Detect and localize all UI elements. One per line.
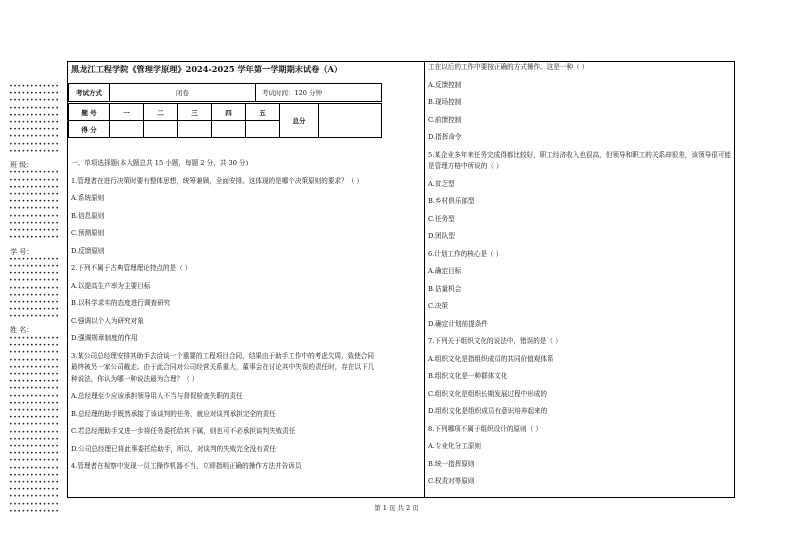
binding-dots: •••••••••••• <box>9 392 60 400</box>
option: D.团队型 <box>428 232 455 240</box>
binding-dots: •••••••••••• <box>9 378 60 386</box>
binding-dots: •••••••••••• <box>9 399 60 407</box>
binding-dots: •••••••••••• <box>9 191 60 198</box>
option: A.确定目标 <box>428 267 462 275</box>
option: D.组织文化是组织成员有意识培养起来的 <box>428 407 548 415</box>
binding-dots: •••••••••••• <box>9 335 60 342</box>
option: C.若总经理助手又进一步将任务委托给其下属，则也可不必承担谈判失败责任 <box>71 427 296 435</box>
exam-method-value: 闭卷 <box>110 84 256 102</box>
binding-dots: •••••••••••• <box>9 457 60 465</box>
margin-label: 班 级： <box>10 161 34 169</box>
binding-dots: •••••••••••• <box>9 356 60 364</box>
option: A.反馈控制 <box>428 80 462 89</box>
option: C.强调以个人为研究对象 <box>71 316 144 325</box>
binding-dots: •••••••••••• <box>9 90 60 98</box>
binding-dots: •••••••••••• <box>9 126 60 134</box>
binding-dots: •••••••••••• <box>9 205 60 213</box>
binding-dots: •••••••••••• <box>9 147 60 155</box>
option: C.任务型 <box>428 214 455 223</box>
section-1: 一 <box>110 104 144 121</box>
question-4-cont: 工在以后的工作中要按正确的方式操作。这是一种（ ） <box>428 63 589 71</box>
question-2: 2.下列不属于古典管理理论特点的是（ ） <box>71 264 192 272</box>
option: A.总经理至少应该承担领导用人不当与督促检查失职的责任 <box>71 392 243 400</box>
binding-dots: •••••••••••• <box>9 421 60 429</box>
binding-dots: •••••••••••• <box>9 176 60 184</box>
question-5: 5.某企业多年来任务完成得都比较好，职工经济收入也很高，但领导和职工的关系却很差，该领导很可能是管理方格中所说的（ ） <box>428 150 732 170</box>
option: B.统一指挥原则 <box>428 459 475 468</box>
binding-dots: •••••••••••• <box>9 111 60 119</box>
binding-dots: •••••••••••• <box>9 428 60 436</box>
option: A.以提高生产率为主要目标 <box>71 281 151 290</box>
question-4: 4.管理者在视察中发现一员工操作机器不当，立即指明正确的操作方法并告诉员 <box>71 462 302 470</box>
option: C.前馈控制 <box>428 115 462 124</box>
binding-dots: •••••••••••• <box>9 212 60 220</box>
binding-dots: •••••••••••• <box>9 443 60 450</box>
total-label: 总分 <box>280 104 319 138</box>
binding-dots: •••••••••••• <box>9 263 60 270</box>
binding-dots: •••••••••••• <box>9 464 60 472</box>
binding-dots: •••••••••••• <box>9 486 60 494</box>
option: D.强调规章制度的作用 <box>71 334 138 342</box>
option: A.系统原则 <box>71 194 105 202</box>
option: A.组织文化是指组织成员的共同价值观体系 <box>428 354 554 363</box>
section-2: 二 <box>144 104 178 121</box>
question-1: 1.管理者在进行决策时要有整体思想，统筹兼顾，全面安排。这体现的是哪个决策原则的要求？（ ） <box>71 176 363 185</box>
binding-dots: •••••••••••• <box>9 284 60 292</box>
binding-dots: •••••••••••• <box>9 500 60 508</box>
option: C.权责对等原则 <box>428 477 475 485</box>
binding-dots: •••••••••••• <box>9 349 60 357</box>
binding-dots: •••••••••••• <box>9 198 60 206</box>
section-5: 五 <box>246 104 280 121</box>
binding-dots: •••••••••••• <box>9 313 60 321</box>
option: B.估量机会 <box>428 284 462 293</box>
option: B.信息原则 <box>71 211 105 220</box>
page-footer: 第 1 页 共 2 页 <box>374 504 419 512</box>
left-column <box>71 158 376 473</box>
option: C.组织文化是组织长期发展过程中形成的 <box>428 389 547 398</box>
question-7: 7.下列关于组织文化的说法中，错误的是（ ） <box>428 337 562 345</box>
score-table <box>68 103 382 138</box>
binding-dots: •••••••••••• <box>9 270 60 278</box>
option: D.公司总经理已将此事委托给助手，所以，对谈判的失败完全没有责任 <box>71 444 276 453</box>
section-3: 三 <box>178 104 212 121</box>
score-cell <box>246 121 280 138</box>
binding-dots: •••••••••••• <box>9 299 60 306</box>
binding-dots: •••••••••••• <box>9 104 60 112</box>
binding-dots: •••••••••••• <box>9 255 60 263</box>
exam-info-table <box>68 83 382 102</box>
binding-dots: •••••••••••• <box>9 407 60 414</box>
option: B.乡村俱乐部型 <box>428 197 475 205</box>
option: B.总经理的助手既然承接了该谈判的任务，就应对谈判承担完全的责任 <box>71 409 276 418</box>
score-cell <box>110 121 144 138</box>
binding-dots: •••••••••••• <box>9 119 60 126</box>
binding-dots: •••••••••••• <box>9 493 60 501</box>
option: D.指挥命令 <box>428 133 462 141</box>
column-divider <box>424 61 425 498</box>
binding-dots: •••••••••••• <box>9 342 60 350</box>
total-score-cell <box>319 104 382 138</box>
binding-dots: •••••••••••• <box>9 363 60 371</box>
score-row1-label: 题 号 <box>69 104 110 121</box>
binding-dots: •••••••••••• <box>9 169 60 177</box>
binding-dots: •••••••••••• <box>9 479 60 486</box>
score-cell <box>144 121 178 138</box>
binding-dots: •••••••••••• <box>9 140 60 148</box>
binding-dots: •••••••••••• <box>9 471 60 479</box>
option: B.以科学求实的态度进行调查研究 <box>71 299 171 307</box>
margin-label: 姓 名： <box>10 326 34 334</box>
option: D.反馈原则 <box>71 246 105 255</box>
question-8: 8.下列哪项不属于组织设计的原则（ ） <box>428 424 542 433</box>
score-row2-label: 得 分 <box>69 121 110 138</box>
binding-dots: •••••••••••• <box>9 435 60 443</box>
margin-label: 学 号： <box>10 248 34 256</box>
binding-dots: •••••••••••• <box>9 219 60 227</box>
option: C.预测原则 <box>71 229 105 237</box>
option: C.决策 <box>428 302 449 310</box>
question-3: 3.某公司总经理安排其助手去洽谈一个重要的工程项目合同，结果由于助手工作中的考虑欠周，致使合同最终被另一家公司截走。由于此合同对公司经营关系重大，董事会在讨论其中失误的责任时，存在以下几种说法，你认为哪一种说法最为合理？（ ） <box>71 351 375 383</box>
option: A.专业化分工原则 <box>428 442 482 450</box>
option: B.组织文化是一种群体文化 <box>428 372 508 380</box>
section-heading: 一、单项选择题(本大题总共 15 小题，每题 2 分，共 30 分) <box>71 159 249 167</box>
binding-dots: •••••••••••• <box>9 306 60 314</box>
binding-dots: •••••••••••• <box>9 385 60 393</box>
binding-dots: •••••••••••• <box>9 414 60 422</box>
binding-dots: •••••••••••• <box>9 277 60 285</box>
exam-title: 黑龙江工程学院《管理学原理》2024-2025 学年第一学期期末试卷（A） <box>71 64 343 74</box>
binding-dots: •••••••••••• <box>9 227 60 234</box>
binding-dots: •••••••••••• <box>9 371 60 378</box>
section-4: 四 <box>212 104 246 121</box>
score-cell <box>212 121 246 138</box>
binding-dots: •••••••••••• <box>9 507 60 515</box>
exam-time: 考试时间：120 分钟 <box>256 84 382 102</box>
question-6: 6.计划工作的核心是（ ） <box>428 249 503 258</box>
option: A.贫乏型 <box>428 179 455 188</box>
binding-dots: •••••••••••• <box>9 183 60 191</box>
option: B.现场控制 <box>428 98 462 106</box>
right-column <box>428 62 733 488</box>
binding-dots: •••••••••••• <box>9 291 60 299</box>
binding-dots: •••••••••••• <box>9 234 60 242</box>
exam-method-label: 考试方式 <box>69 84 110 102</box>
score-cell <box>178 121 212 138</box>
binding-dots: •••••••••••• <box>9 97 60 105</box>
option: D.确定计划前提条件 <box>428 319 488 328</box>
binding-dots: •••••••••••• <box>9 83 60 90</box>
binding-dots: •••••••••••• <box>9 133 60 141</box>
binding-dots: •••••••••••• <box>9 450 60 458</box>
